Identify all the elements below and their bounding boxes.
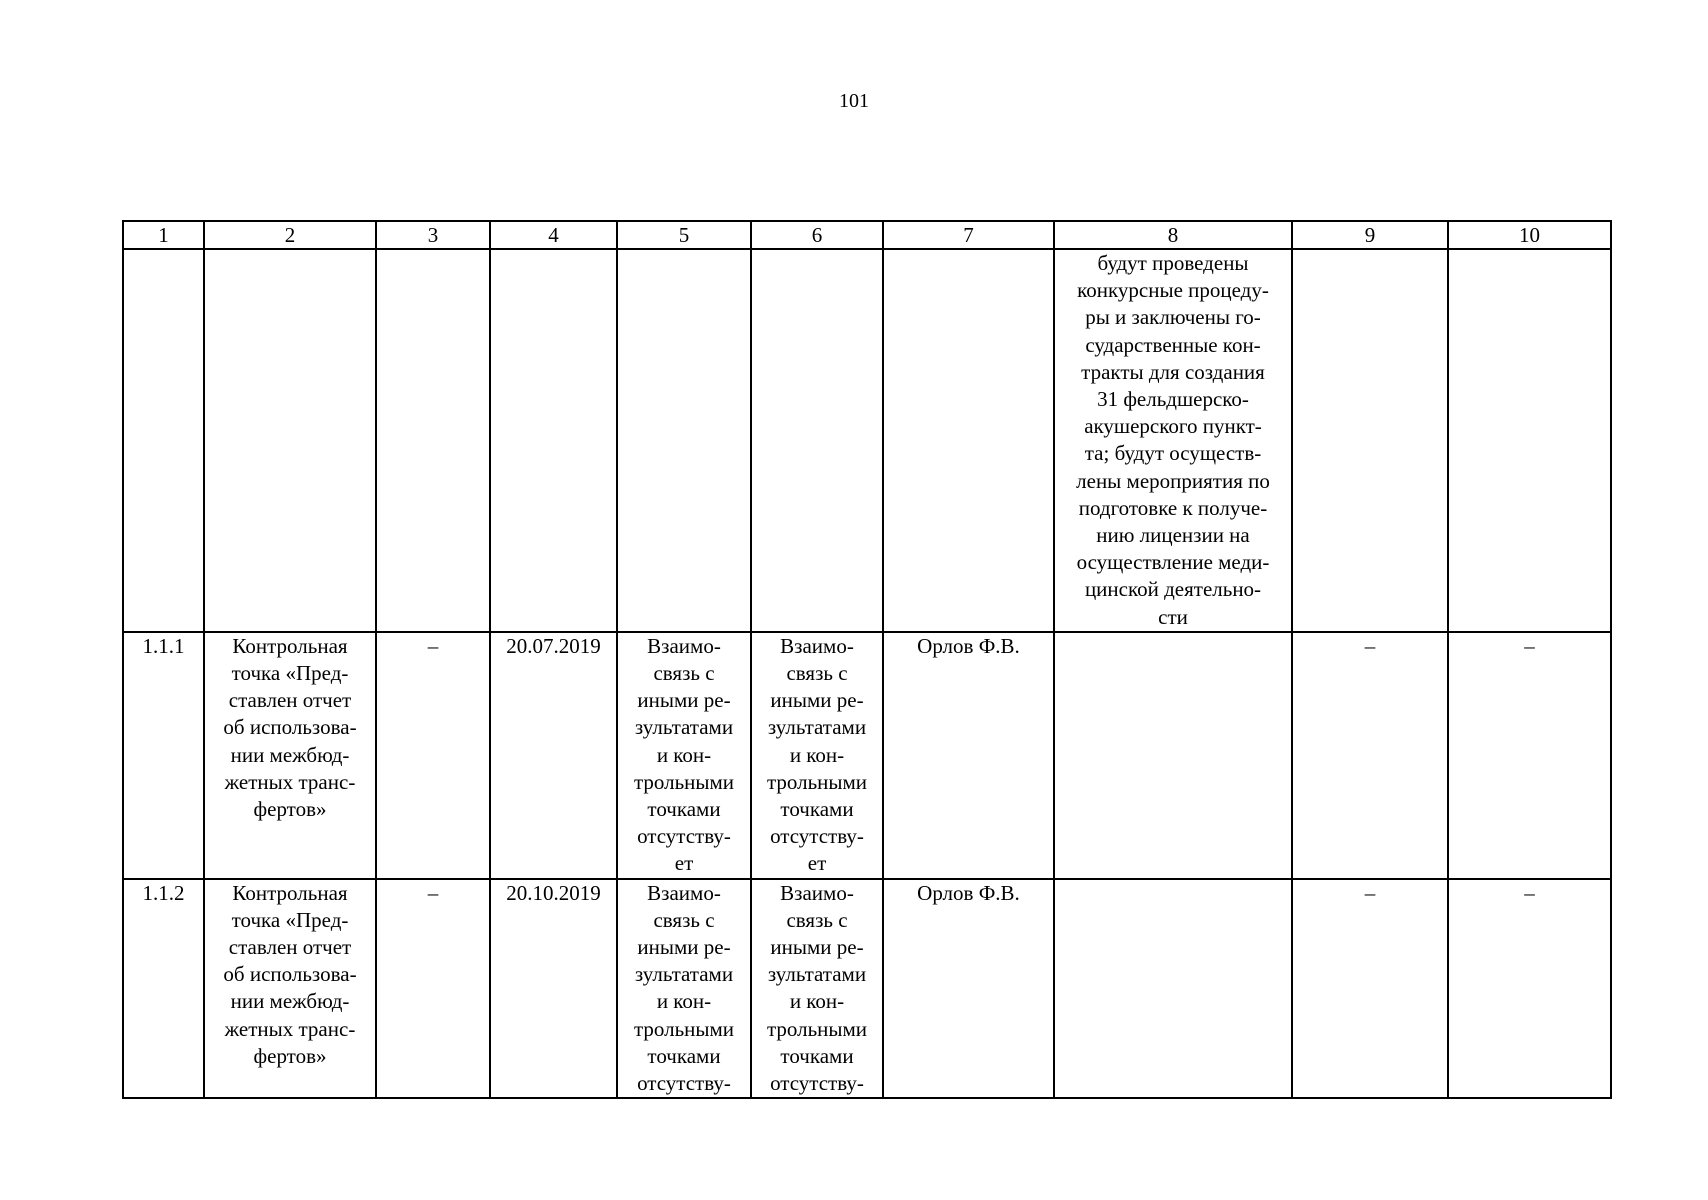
dash-cell: – <box>376 879 490 1099</box>
dash-cell: – <box>1292 879 1448 1099</box>
dash-cell: – <box>376 632 490 879</box>
empty-cell <box>883 249 1054 632</box>
column-number: 10 <box>1448 221 1611 249</box>
column-number: 8 <box>1054 221 1292 249</box>
relationship-cell: Взаимо- связь с иными ре- зультатами и кон- трольными точками отсутству- ет <box>751 632 883 879</box>
checkpoint-name-cell: Контрольная точка «Пред- ставлен отчет об использова- нии межбюд- жетных транс- фертов» <box>204 879 376 1099</box>
relationship-cell: Взаимо- связь с иными ре- зультатами и кон- трольными точками отсутству- <box>751 879 883 1099</box>
dash-cell: – <box>1292 632 1448 879</box>
relationship-cell: Взаимо- связь с иными ре- зультатами и кон- трольными точками отсутству- <box>617 879 751 1099</box>
empty-cell <box>1448 249 1611 632</box>
empty-cell <box>376 249 490 632</box>
column-number: 2 <box>204 221 376 249</box>
empty-cell <box>617 249 751 632</box>
empty-cell <box>204 249 376 632</box>
dash-cell: – <box>1448 632 1611 879</box>
column-number: 9 <box>1292 221 1448 249</box>
document-table <box>122 220 1612 1099</box>
empty-cell <box>1054 879 1292 1099</box>
table-row-continuation <box>123 249 1611 632</box>
empty-cell <box>1292 249 1448 632</box>
empty-cell <box>1054 632 1292 879</box>
responsible-cell: Орлов Ф.В. <box>883 879 1054 1099</box>
date-cell: 20.07.2019 <box>490 632 617 879</box>
page-number: 101 <box>839 90 869 112</box>
relationship-cell: Взаимо- связь с иными ре- зультатами и кон- трольными точками отсутству- ет <box>617 632 751 879</box>
empty-cell <box>751 249 883 632</box>
empty-cell <box>123 249 204 632</box>
date-cell: 20.10.2019 <box>490 879 617 1099</box>
row-number-cell: 1.1.2 <box>123 879 204 1099</box>
dash-cell: – <box>1448 879 1611 1099</box>
column-number: 4 <box>490 221 617 249</box>
column-number: 3 <box>376 221 490 249</box>
responsible-cell: Орлов Ф.В. <box>883 632 1054 879</box>
table-row <box>123 632 1611 879</box>
empty-cell <box>490 249 617 632</box>
column-number: 5 <box>617 221 751 249</box>
table-row <box>123 879 1611 1099</box>
column-number: 7 <box>883 221 1054 249</box>
result-description-cell: будут проведены конкурсные процеду- ры и заключены го- сударственные кон- тракты для создания 31 фельдшерско- акушерского пункт- та; будут осуществ- лены мероприятия по подготовке к получе- нию лицензии на осуществление меди- цинской деятельно- сти <box>1054 249 1292 632</box>
column-number: 6 <box>751 221 883 249</box>
column-number: 1 <box>123 221 204 249</box>
row-number-cell: 1.1.1 <box>123 632 204 879</box>
column-number-row <box>123 221 1611 249</box>
checkpoint-name-cell: Контрольная точка «Пред- ставлен отчет об использова- нии межбюд- жетных транс- фертов» <box>204 632 376 879</box>
